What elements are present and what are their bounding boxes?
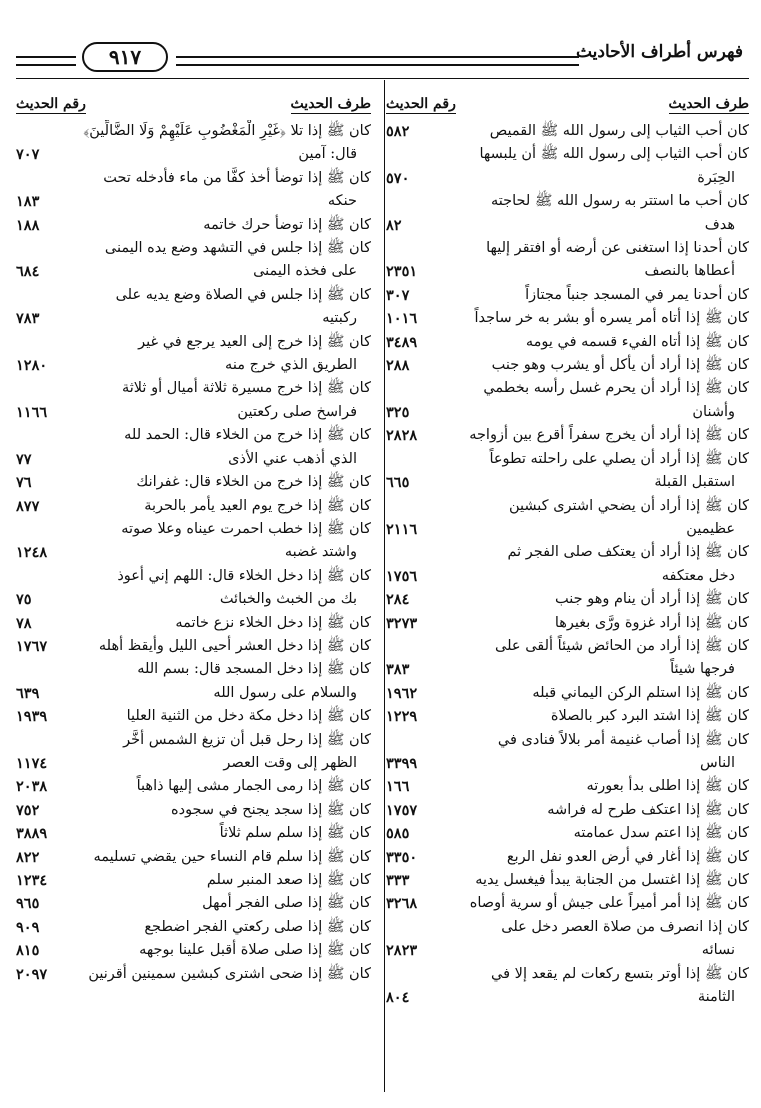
index-entry xyxy=(386,541,749,588)
entry-text: كان ﷺ إذا أراد أن يحرم غسل رأسه بخطمي xyxy=(483,380,749,397)
hadith-number: ٢٣٥١ xyxy=(386,260,421,283)
index-entry xyxy=(386,822,749,845)
entry-text: كان ﷺ إذا اعتكف طرح له فراشه xyxy=(547,801,749,818)
index-entry xyxy=(16,658,371,705)
entry-text: كان ﷺ إذا أصاب غنيمة أمر بلالاً فنادى في xyxy=(497,731,749,748)
index-entry xyxy=(386,190,749,237)
entry-text: فراسخ صلى ركعتين xyxy=(237,403,357,420)
entry-text: الثامنة xyxy=(697,989,735,1006)
hadith-number: ٣٣٥٠ xyxy=(386,846,421,869)
entry-text: كان ﷺ إذا خطب احمرت عيناه وعلا صوته xyxy=(121,520,371,537)
entry-text: كان ﷺ إذا أغار في أرض العدو نفل الربع xyxy=(506,848,749,865)
entry-text: كان ﷺ إذا صلى صلاة أقبل علينا بوجهه xyxy=(139,942,371,959)
entry-text: كان ﷺ إذا أوتر بتسع ركعات لم يقعد إلا في xyxy=(491,965,749,982)
page-title: فهرس أطراف الأحاديث xyxy=(575,42,743,62)
entry-text: الذي أذهب عني الأذى xyxy=(228,450,357,467)
entry-text: كان ﷺ إذا تلا ﴿غَيْرِ الْمَغْضُوبِ عَلَيْهِمْ وَلَا الضَّالِّينَ﴾ xyxy=(83,123,371,139)
right-column xyxy=(386,84,749,1094)
hadith-number: ٣٢٥ xyxy=(386,401,413,424)
hadith-number: ٩٠٩ xyxy=(16,916,43,939)
index-entry xyxy=(386,799,749,822)
index-entry xyxy=(386,682,749,705)
hadith-number: ٣٨٣ xyxy=(386,658,413,681)
hadith-number: ١٢٣٤ xyxy=(16,869,51,892)
hadith-number: ٨٢ xyxy=(386,214,406,237)
hadith-number: ٥٨٥ xyxy=(386,822,413,845)
hadith-number: ٥٧٠ xyxy=(386,167,413,190)
right-column-head xyxy=(386,84,749,114)
index-entry xyxy=(386,635,749,682)
entry-text: كان ﷺ إذا دخل الخلاء نزع خاتمه xyxy=(175,614,371,631)
hadith-number: ٧٠٧ xyxy=(16,143,43,166)
hadith-number: ١٩٣٩ xyxy=(16,705,51,728)
index-entry xyxy=(386,354,749,377)
entry-text: كان ﷺ إذا جلس في الصلاة وضع يديه على xyxy=(115,286,371,303)
index-entry xyxy=(386,377,749,424)
hadith-number: ٨١٥ xyxy=(16,939,43,962)
index-entry xyxy=(386,284,749,307)
entry-text: حنكه xyxy=(327,193,357,210)
hadith-number: ١٧٥٧ xyxy=(386,799,421,822)
entry-text: فرجها شيئاً xyxy=(670,661,735,678)
entry-text: كان ﷺ إذا أراد أن ينام وهو جنب xyxy=(555,591,749,608)
hadith-number: ٣٢٦٨ xyxy=(386,892,421,915)
index-entry xyxy=(16,869,371,892)
entry-text: كان إذا انصرف من صلاة العصر دخل على xyxy=(501,918,749,935)
index-entry xyxy=(386,588,749,611)
hadith-number: ٧٨٣ xyxy=(16,307,43,330)
index-entry xyxy=(16,518,371,565)
entry-text: الناس xyxy=(700,754,735,771)
index-entry xyxy=(386,869,749,892)
head-hadith: طرف الحديث xyxy=(668,96,749,112)
index-entry xyxy=(16,939,371,962)
hadith-number: ٧٥٢ xyxy=(16,799,43,822)
page-number: ٩١٧ xyxy=(82,42,168,72)
index-entry xyxy=(386,143,749,190)
hadith-number: ١٨٨ xyxy=(16,214,43,237)
entry-text: كان ﷺ إذا صعد المنبر سلم xyxy=(206,872,371,888)
page-header xyxy=(16,42,749,74)
top-rule xyxy=(16,78,749,79)
entry-text: كان ﷺ إذا جلس في التشهد وضع يده اليمنى xyxy=(104,240,371,257)
index-entry xyxy=(16,377,371,424)
hadith-number: ٣٣٣ xyxy=(386,869,413,892)
hadith-number: ٧٥ xyxy=(16,588,36,611)
entry-text: كان أحب الثياب إلى رسول الله ﷺ أن يلبسها xyxy=(479,146,749,163)
entry-text: كان أحب الثياب إلى رسول الله ﷺ القميص xyxy=(489,123,749,139)
hadith-number: ٢١١٦ xyxy=(386,518,421,541)
entry-text: كان ﷺ إذا سلم قام النساء حين يقضي تسليمه xyxy=(93,848,371,865)
hadith-number: ٢٠٣٨ xyxy=(16,775,51,798)
entry-text: كان ﷺ إذا أتاه الفيء قسمه في يومه xyxy=(525,333,749,350)
hadith-number: ٢٨٨ xyxy=(386,354,413,377)
index-entry xyxy=(386,729,749,776)
entry-text: قال: آمين xyxy=(298,146,357,163)
index-entry xyxy=(16,565,371,612)
hadith-number: ٣٢٧٣ xyxy=(386,612,421,635)
index-entry xyxy=(386,448,749,495)
hadith-number: ١١٦٦ xyxy=(16,401,51,424)
left-column xyxy=(16,84,371,1094)
hadith-number: ٢٠٩٧ xyxy=(16,963,51,986)
entry-text: كان ﷺ إذا صلى الفجر أمهل xyxy=(202,895,371,912)
hadith-number: ١٢٤٨ xyxy=(16,541,51,564)
entry-text: نسائه xyxy=(701,942,735,959)
hadith-number: ٧٧ xyxy=(16,448,36,471)
index-entry xyxy=(16,775,371,798)
entry-text: كان أحدنا إذا استغنى عن أرضه أو افتقر إليها xyxy=(486,240,749,257)
index-entry xyxy=(386,495,749,542)
head-number: رقم الحديث xyxy=(16,96,86,112)
entry-text: والسلام على رسول الله xyxy=(213,684,357,701)
hadith-number: ٥٨٢ xyxy=(386,120,413,143)
entry-text: كان أحدنا يمر في المسجد جنباً مجتازاً xyxy=(525,286,749,303)
index-entry xyxy=(386,892,749,915)
index-entry xyxy=(16,846,371,869)
index-entry xyxy=(386,963,749,1010)
hadith-number: ٨٠٤ xyxy=(386,986,413,1009)
index-entry xyxy=(16,167,371,214)
entry-text: كان ﷺ إذا خرج من الخلاء قال: الحمد لله xyxy=(124,427,371,444)
index-entry xyxy=(16,892,371,915)
index-entry xyxy=(16,729,371,776)
column-divider xyxy=(384,80,385,1092)
hadith-number: ٦٣٩ xyxy=(16,682,43,705)
index-entry xyxy=(386,120,749,143)
entry-text: هدف xyxy=(704,216,735,233)
hadith-number: ٧٨ xyxy=(16,612,36,635)
hadith-number: ٣٠٧ xyxy=(386,284,413,307)
index-entry xyxy=(16,963,371,986)
index-entry xyxy=(16,214,371,237)
hadith-number: ١١٧٤ xyxy=(16,752,51,775)
entry-text: كان ﷺ إذا خرج إلى العيد يرجع في غير xyxy=(138,333,371,350)
hadith-number: ٦٨٤ xyxy=(16,260,43,283)
right-entries xyxy=(386,120,749,1009)
head-hadith: طرف الحديث xyxy=(290,96,371,112)
entry-text: كان ﷺ إذا دخل مكة دخل من الثنية العليا xyxy=(126,708,371,725)
hadith-number: ٣٨٨٩ xyxy=(16,822,51,845)
index-entry xyxy=(16,822,371,845)
index-entry xyxy=(386,775,749,798)
index-entry xyxy=(16,916,371,939)
entry-text: وأشنان xyxy=(692,403,735,420)
entry-text: كان ﷺ إذا أراد أن يعتكف صلى الفجر ثم xyxy=(507,544,749,561)
entry-text: دخل معتكفه xyxy=(661,567,735,584)
hadith-number: ٦٦٥ xyxy=(386,471,413,494)
hadith-number: ١٠١٦ xyxy=(386,307,421,330)
entry-text: كان ﷺ إذا أراد أن يأكل أو يشرب وهو جنب xyxy=(491,357,749,374)
entry-text: كان ﷺ إذا دخل الخلاء قال: اللهم إني أعوذ xyxy=(117,567,371,584)
entry-text: كان ﷺ إذا اعتم سدل عمامته xyxy=(573,825,749,842)
left-column-head xyxy=(16,84,371,114)
hadith-number: ١٦٦ xyxy=(386,775,413,798)
index-entry xyxy=(386,331,749,354)
index-entry xyxy=(386,237,749,284)
entry-text: كان أحب ما استتر به رسول الله ﷺ لحاجته xyxy=(490,193,749,210)
entry-text: كان ﷺ إذا خرج من الخلاء قال: غفرانك xyxy=(136,474,371,491)
index-entry xyxy=(16,120,371,167)
hadith-number: ١٧٦٧ xyxy=(16,635,51,658)
entry-text: كان ﷺ إذا ضحى اشترى كبشين سمينين أقرنين xyxy=(88,965,371,982)
entry-text: كان ﷺ إذا رحل قبل أن تزيغ الشمس أخَّر xyxy=(123,731,371,748)
index-entry xyxy=(16,635,371,658)
hadith-number: ٨٢٢ xyxy=(16,846,43,869)
hadith-number: ١٨٣ xyxy=(16,190,43,213)
head-number: رقم الحديث xyxy=(386,96,456,112)
entry-text: كان ﷺ إذا خرج يوم العيد يأمر بالحربة xyxy=(144,497,371,514)
index-entry xyxy=(386,916,749,963)
hadith-number: ٩٦٥ xyxy=(16,892,43,915)
entry-text: كان ﷺ إذا أمر أميراً على جيش أو سرية أوصاه xyxy=(469,895,749,912)
entry-text: على فخذه اليمنى xyxy=(253,263,357,280)
entry-text: كان ﷺ إذا أراد غزوة ورَّى بغيرها xyxy=(554,614,749,631)
index-entry xyxy=(386,705,749,728)
index-entry xyxy=(16,705,371,728)
entry-text: كان ﷺ إذا دخل العشر أحيى الليل وأيقظ أهله xyxy=(98,637,371,654)
entry-text: كان ﷺ إذا اشتد البرد كبر بالصلاة xyxy=(550,708,749,725)
entry-text: كان ﷺ إذا سلم سلم ثلاثاً xyxy=(219,825,371,842)
hadith-number: ٢٨٤ xyxy=(386,588,413,611)
entry-text: واشتد غضبه xyxy=(284,544,357,561)
index-entry xyxy=(16,331,371,378)
index-entry xyxy=(386,424,749,447)
entry-text: الطريق الذي خرج منه xyxy=(225,357,357,374)
entry-text: كان ﷺ إذا أراد أن يخرج سفراً أقرع بين أزواجه xyxy=(469,427,749,444)
header-rule-left xyxy=(16,56,76,66)
entry-text: كان ﷺ إذا أراد أن يضحي اشترى كبشين xyxy=(508,497,749,514)
hadith-number: ٨٧٧ xyxy=(16,495,43,518)
entry-text: ركبتيه xyxy=(322,310,357,327)
entry-text: أعطاها بالنصف xyxy=(644,263,735,280)
entry-text: الظهر إلى وقت العصر xyxy=(223,754,357,771)
index-entry xyxy=(16,612,371,635)
entry-text: كان ﷺ إذا خرج مسيرة ثلاثة أميال أو ثلاثة xyxy=(121,380,371,397)
entry-text: كان ﷺ إذا اطلى بدأ بعورته xyxy=(586,778,749,795)
entry-text: كان ﷺ إذا دخل المسجد قال: بسم الله xyxy=(137,661,371,678)
hadith-number: ١٢٨٠ xyxy=(16,354,51,377)
entry-text: بك من الخبث والخبائث xyxy=(219,591,357,608)
entry-text: كان ﷺ إذا توضأ أخذ كفًّا من ماء فأدخله تحت xyxy=(103,169,371,186)
hadith-number: ٧٦ xyxy=(16,471,36,494)
index-entry xyxy=(16,495,371,518)
left-entries xyxy=(16,120,371,986)
entry-text: كان ﷺ إذا رمى الجمار مشى إليها ذاهباً xyxy=(136,778,371,795)
hadith-number: ١٧٥٦ xyxy=(386,565,421,588)
entry-text: عظيمين xyxy=(686,520,735,537)
hadith-number: ٣٤٨٩ xyxy=(386,331,421,354)
entry-text: الحِبَرة xyxy=(697,169,735,186)
hadith-number: ٢٨٢٣ xyxy=(386,939,421,962)
index-entry xyxy=(16,237,371,284)
entry-text: كان ﷺ إذا استلم الركن اليماني قبله xyxy=(532,684,749,701)
index-entry xyxy=(16,284,371,331)
entry-text: كان ﷺ إذا صلى ركعتي الفجر اضطجع xyxy=(144,918,371,935)
index-entry xyxy=(386,612,749,635)
entry-text: كان ﷺ إذا اغتسل من الجنابة يبدأ فيغسل يديه xyxy=(475,872,749,888)
entry-text: كان ﷺ إذا أتاه أمر يسره أو بشر به خر ساجداً xyxy=(474,310,749,327)
hadith-number: ١٢٢٩ xyxy=(386,705,421,728)
index-entry xyxy=(386,307,749,330)
entry-text: كان ﷺ إذا سجد يجنح في سجوده xyxy=(171,801,371,818)
entry-text: كان ﷺ إذا توضأ حرك خاتمه xyxy=(203,216,371,233)
entry-text: استقبل القبلة xyxy=(654,474,735,491)
index-entry xyxy=(16,471,371,494)
entry-text: كان ﷺ إذا أراد من الحائض شيئاً ألقى على xyxy=(495,637,749,654)
hadith-number: ١٩٦٢ xyxy=(386,682,421,705)
entry-text: كان ﷺ إذا أراد أن يصلي على راحلته تطوعاً xyxy=(489,450,749,467)
index-entry xyxy=(16,799,371,822)
index-entry xyxy=(16,424,371,471)
index-entry xyxy=(386,846,749,869)
header-rule xyxy=(176,56,579,66)
hadith-number: ٢٨٢٨ xyxy=(386,424,421,447)
hadith-number: ٣٣٩٩ xyxy=(386,752,421,775)
